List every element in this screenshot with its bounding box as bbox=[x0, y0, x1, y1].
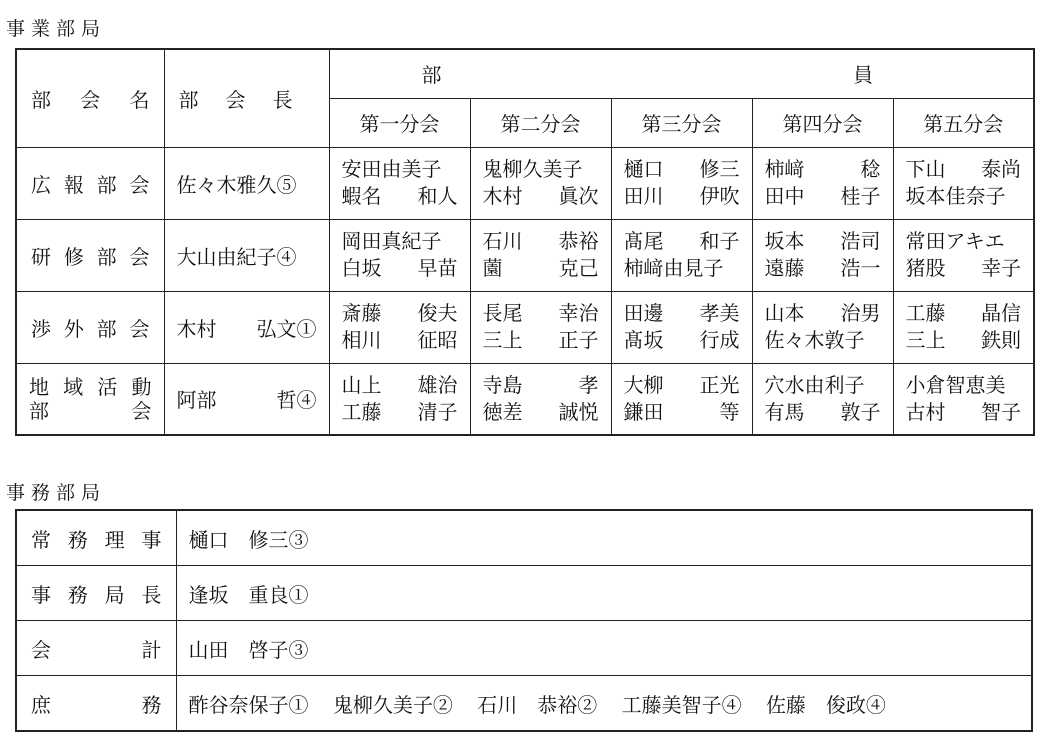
member-cell: 寺島 孝 徳差 誠悦 bbox=[470, 363, 611, 435]
member-cell: 鬼柳久美子 木村 眞次 bbox=[470, 147, 611, 219]
member-cell: 穴水由利子 有馬 敦子 bbox=[752, 363, 893, 435]
committee-chief: 阿部 哲④ bbox=[164, 363, 329, 435]
office-person: 工藤美智子④ bbox=[621, 692, 742, 717]
member-cell: 斎藤 俊夫 相川 征昭 bbox=[329, 291, 470, 363]
member-cell: 安田由美子 蝦名 和人 bbox=[329, 147, 470, 219]
office-person: 鬼柳久美子② bbox=[332, 692, 453, 717]
office-table bbox=[15, 509, 1033, 732]
header-sub-1: 第一分会 bbox=[329, 98, 470, 147]
office-role: 常務理事 bbox=[16, 510, 176, 566]
table-row bbox=[16, 363, 1034, 435]
member-cell: 岡田真紀子 白坂 早苗 bbox=[329, 219, 470, 291]
member-cell: 田邊 孝美 髙坂 行成 bbox=[611, 291, 752, 363]
committee-chief: 大山由紀子④ bbox=[164, 219, 329, 291]
header-members-right: 員 bbox=[853, 63, 874, 88]
office-persons bbox=[176, 676, 1032, 732]
section-heading-jimu: 事務部局 bbox=[6, 482, 107, 504]
committee-name: 研修部会 bbox=[16, 219, 164, 291]
member-cell: 坂本 浩司 遠藤 浩一 bbox=[752, 219, 893, 291]
committee-chief: 佐々木雅久⑤ bbox=[164, 147, 329, 219]
office-role: 会計 bbox=[16, 621, 176, 676]
header-committee-name: 部会名 bbox=[16, 49, 164, 147]
table-row bbox=[16, 621, 1032, 676]
table-row bbox=[16, 510, 1032, 566]
office-person: 逢坂 重良① bbox=[176, 566, 1032, 621]
header-sub-4: 第四分会 bbox=[752, 98, 893, 147]
office-role: 庶務 bbox=[16, 676, 176, 732]
committee-name: 渉外部会 bbox=[16, 291, 164, 363]
member-cell: 常田アキエ 猪股 幸子 bbox=[893, 219, 1034, 291]
member-cell: 柿﨑 稔 田中 桂子 bbox=[752, 147, 893, 219]
office-person: 酢谷奈保子① bbox=[188, 692, 309, 717]
member-cell: 大柳 正光 鎌田 等 bbox=[611, 363, 752, 435]
header-sub-2: 第二分会 bbox=[470, 98, 611, 147]
header-sub-3: 第三分会 bbox=[611, 98, 752, 147]
header-members bbox=[329, 49, 1034, 98]
office-person: 石川 恭裕② bbox=[477, 692, 598, 717]
committee-table bbox=[15, 48, 1035, 436]
committee-chief: 木村 弘文① bbox=[164, 291, 329, 363]
table-row bbox=[16, 219, 1034, 291]
member-cell: 長尾 幸治 三上 正子 bbox=[470, 291, 611, 363]
header-sub-5: 第五分会 bbox=[893, 98, 1034, 147]
office-person: 佐藤 俊政④ bbox=[765, 692, 886, 717]
table-row bbox=[16, 147, 1034, 219]
member-cell: 小倉智恵美 古村 智子 bbox=[893, 363, 1034, 435]
member-cell: 山本 治男 佐々木敦子 bbox=[752, 291, 893, 363]
table-row bbox=[16, 291, 1034, 363]
member-cell: 工藤 晶信 三上 鉄則 bbox=[893, 291, 1034, 363]
table-row bbox=[16, 676, 1032, 732]
member-cell: 山上 雄治 工藤 清子 bbox=[329, 363, 470, 435]
office-person: 樋口 修三③ bbox=[176, 510, 1032, 566]
member-cell: 下山 泰尚 坂本佳奈子 bbox=[893, 147, 1034, 219]
member-cell: 髙尾 和子 柿﨑由見子 bbox=[611, 219, 752, 291]
header-committee-chief: 部会長 bbox=[164, 49, 329, 147]
header-members-left: 部 bbox=[421, 63, 442, 88]
table-row bbox=[16, 566, 1032, 621]
committee-name: 地域活動 部 会 bbox=[16, 363, 164, 435]
member-cell: 樋口 修三 田川 伊吹 bbox=[611, 147, 752, 219]
office-role: 事務局長 bbox=[16, 566, 176, 621]
section-heading-jigyo: 事業部局 bbox=[6, 18, 107, 40]
member-cell: 石川 恭裕 薗 克己 bbox=[470, 219, 611, 291]
committee-name: 広報部会 bbox=[16, 147, 164, 219]
office-person: 山田 啓子③ bbox=[176, 621, 1032, 676]
